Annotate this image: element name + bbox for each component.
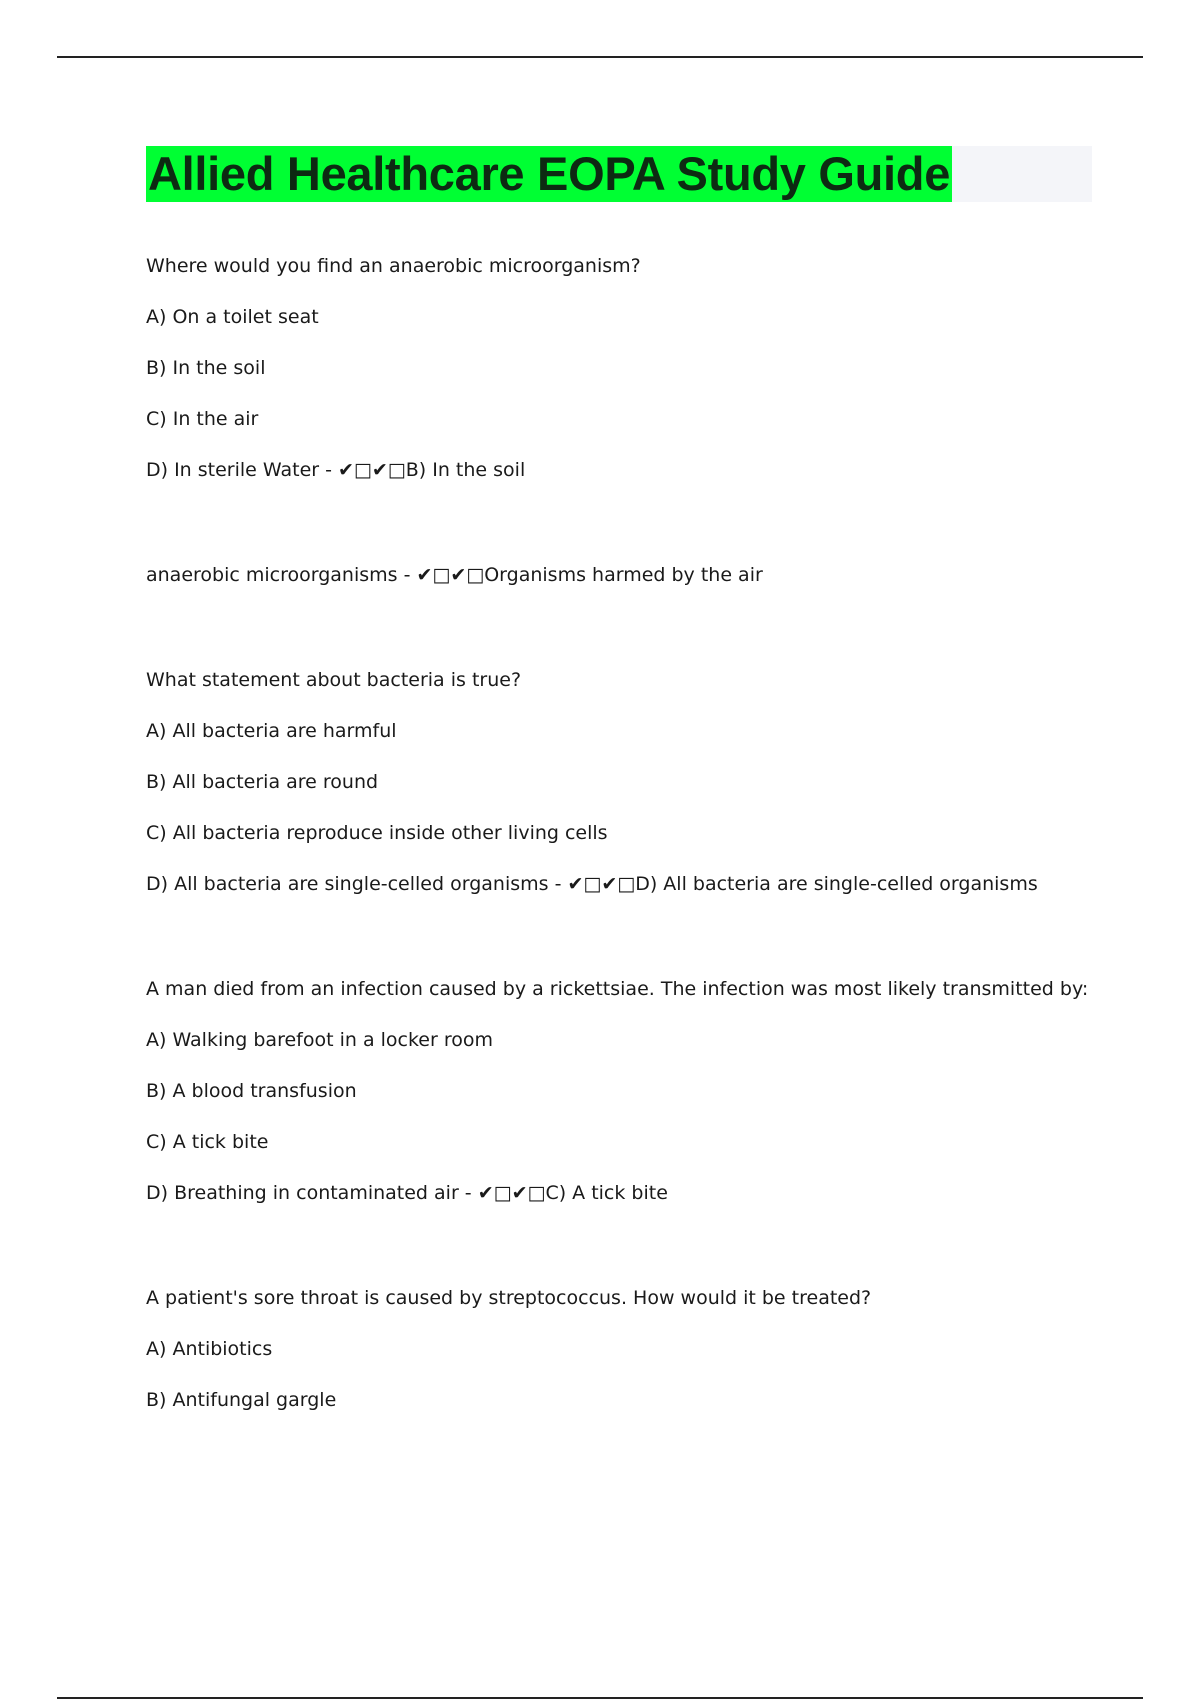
top-rule — [57, 56, 1143, 58]
question-2-option-b: B) All bacteria are round — [146, 771, 379, 793]
question-1-option-c: C) In the air — [146, 408, 259, 430]
document-body — [146, 248, 1106, 1433]
question-3-option-a: A) Walking barefoot in a locker room — [146, 1029, 493, 1051]
question-2: What statement about bacteria is true? — [146, 669, 522, 691]
question-3-option-d-answer: D) Breathing in contaminated air - ✔□✔□C) A tick bite — [146, 1182, 668, 1204]
question-4-option-b: B) Antifungal gargle — [146, 1389, 337, 1411]
bottom-rule — [57, 1697, 1143, 1699]
definition-anaerobic: anaerobic microorganisms - ✔□✔□Organisms harmed by the air — [146, 564, 763, 586]
question-1-option-a: A) On a toilet seat — [146, 306, 319, 328]
question-3-option-b: B) A blood transfusion — [146, 1080, 357, 1102]
question-1: Where would you find an anaerobic microorganism? — [146, 255, 641, 277]
question-1-option-d-answer: D) In sterile Water - ✔□✔□B) In the soil — [146, 459, 526, 481]
question-2-option-a: A) All bacteria are harmful — [146, 720, 397, 742]
question-2-option-c: C) All bacteria reproduce inside other living cells — [146, 822, 608, 844]
document-title: Allied Healthcare EOPA Study Guide — [148, 147, 951, 200]
question-3-option-c: C) A tick bite — [146, 1131, 269, 1153]
question-4: A patient's sore throat is caused by streptococcus. How would it be treated? — [146, 1287, 872, 1309]
question-4-option-a: A) Antibiotics — [146, 1338, 273, 1360]
question-3: A man died from an infection caused by a rickettsiae. The infection was most likely transmitted by: — [146, 978, 1089, 1000]
question-2-option-d-answer: D) All bacteria are single-celled organisms - ✔□✔□D) All bacteria are single-celled organisms — [146, 873, 1038, 895]
question-1-option-b: B) In the soil — [146, 357, 266, 379]
